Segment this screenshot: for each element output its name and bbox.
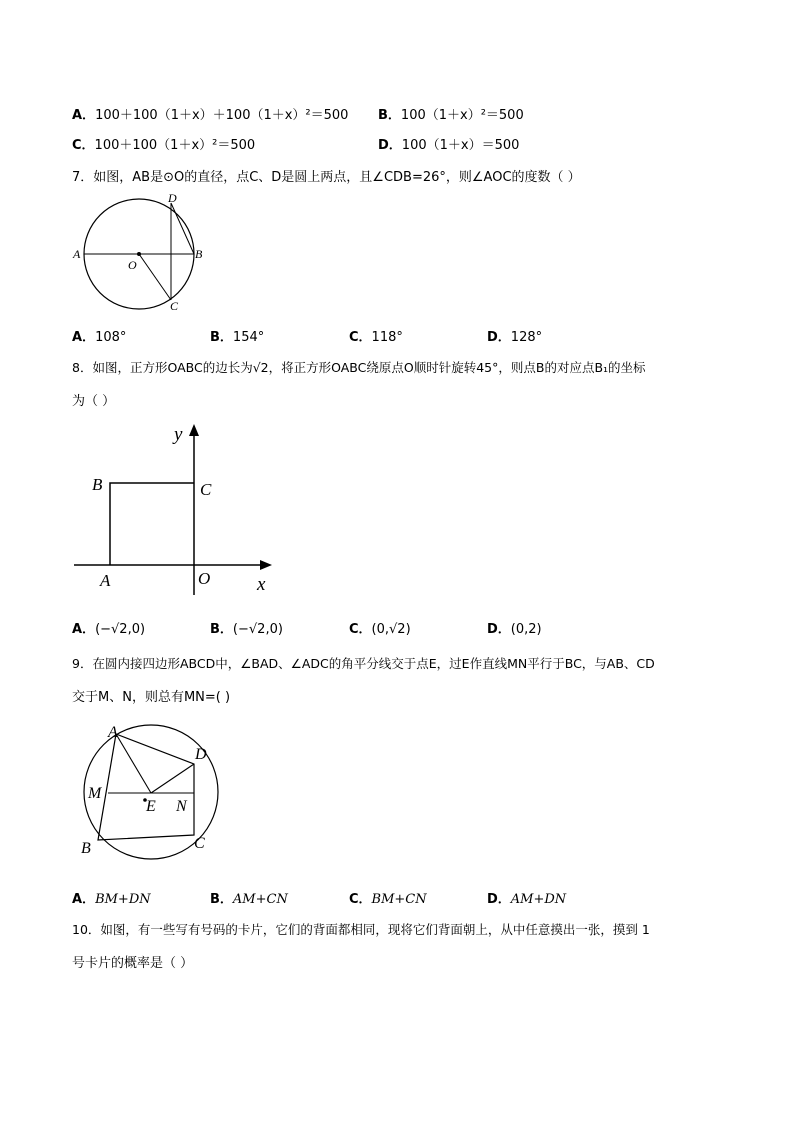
label-b: B: [81, 840, 91, 857]
q8-option-d: [487, 618, 542, 637]
segment-db: [171, 203, 194, 254]
label-b: B: [195, 247, 203, 261]
option-text: (−√2,0): [232, 622, 283, 637]
q7-option-b: [210, 326, 264, 345]
option-key: D．: [487, 622, 511, 637]
q9-option-d: [487, 888, 566, 907]
option-key: A．: [72, 892, 96, 907]
option-text: BM+DN: [95, 892, 151, 907]
option-text: (0,√2): [371, 622, 411, 637]
option-text: 118°: [371, 330, 403, 345]
option-text: 100（1＋x）²＝500: [400, 108, 524, 123]
option-key: B．: [378, 108, 401, 123]
option-key: A．: [72, 330, 96, 345]
q9-stem-line1: 9．在圆内接四边形ABCD中，∠BAD、∠ADC的角平分线交于点E，过E作直线MN平行于BC，与AB、CD: [72, 656, 655, 671]
q6-option-a: [72, 104, 348, 123]
y-axis-arrow: [189, 424, 199, 436]
option-text: AM+CN: [232, 892, 288, 907]
quad-abcd: [98, 734, 194, 840]
option-key: C．: [349, 892, 372, 907]
option-key: B．: [210, 330, 233, 345]
q8-option-b: [210, 618, 283, 637]
label-y: y: [174, 424, 183, 445]
option-text: 128°: [510, 330, 543, 345]
label-b: B: [92, 475, 103, 494]
option-key: D．: [487, 892, 511, 907]
label-a: A: [108, 724, 118, 741]
option-text: AM+DN: [510, 892, 567, 907]
q7-option-d: [487, 326, 542, 345]
q7-option-a: [72, 326, 126, 345]
label-n: N: [176, 798, 187, 815]
option-text: (−√2,0): [95, 622, 146, 637]
segment-oc: [139, 254, 171, 300]
option-text: 100＋100（1＋x）²＝500: [94, 138, 256, 153]
q9-cyclic-quad-diagram: [78, 722, 228, 867]
q6-option-c: [72, 134, 255, 153]
x-axis-arrow: [260, 560, 272, 570]
option-key: C．: [349, 330, 372, 345]
option-text: 154°: [232, 330, 265, 345]
q9-stem-line2: 交于M、N，则总有MN=( ): [72, 690, 231, 705]
q6-option-b: [378, 104, 524, 123]
label-d: D: [195, 746, 207, 763]
q9-option-b: [210, 888, 288, 907]
option-text: (0,2): [510, 622, 542, 637]
label-e: E: [146, 798, 156, 815]
option-key: C．: [349, 622, 372, 637]
option-text: 100（1＋x）＝500: [401, 138, 520, 153]
q9-option-c: [349, 888, 427, 907]
label-c: C: [200, 480, 212, 499]
label-x: x: [257, 574, 266, 595]
q7-circle-diagram: [72, 190, 212, 315]
q8-option-a: [72, 618, 145, 637]
q7-stem: 7．如图，AB是⊙O的直径，点C、D是圆上两点，且∠CDB=26°，则∠AOC的度数（ ）: [72, 170, 581, 185]
label-c: C: [194, 835, 205, 852]
option-key: B．: [210, 622, 233, 637]
label-a: A: [100, 571, 111, 590]
label-o: O: [128, 258, 137, 272]
q8-stem-line1: 8．如图，正方形OABC的边长为√2，将正方形OABC绕原点O顺时针旋转45°，则点B的对应点B₁的坐标: [72, 360, 646, 375]
option-text: 108°: [95, 330, 127, 345]
q9-option-a: [72, 888, 151, 907]
square-oabc: [110, 483, 194, 565]
option-key: A．: [72, 108, 96, 123]
q8-square-diagram: [72, 420, 282, 600]
option-text: BM+CN: [371, 892, 427, 907]
option-key: D．: [487, 330, 511, 345]
option-key: C．: [72, 138, 95, 153]
label-c: C: [170, 299, 179, 313]
bisector-de: [151, 764, 194, 793]
q8-option-c: [349, 618, 411, 637]
option-key: D．: [378, 138, 402, 153]
label-a: A: [73, 247, 81, 261]
q6-option-d: [378, 134, 519, 153]
label-o: O: [198, 569, 211, 588]
center-point-o: [137, 252, 141, 256]
option-key: B．: [210, 892, 233, 907]
q8-stem-line2: 为（ ）: [72, 394, 116, 409]
label-m: M: [88, 785, 102, 802]
label-d: D: [168, 191, 177, 205]
q10-stem-line2: 号卡片的概率是（ ）: [72, 956, 194, 971]
option-text: 100＋100（1＋x）＋100（1＋x）²＝500: [95, 108, 349, 123]
option-key: A．: [72, 622, 96, 637]
q7-option-c: [349, 326, 403, 345]
bisector-ae: [116, 734, 151, 793]
q10-stem-line1: 10．如图，有一些写有号码的卡片，它们的背面都相同，现将它们背面朝上，从中任意摸出一张，摸到 1: [72, 922, 650, 937]
